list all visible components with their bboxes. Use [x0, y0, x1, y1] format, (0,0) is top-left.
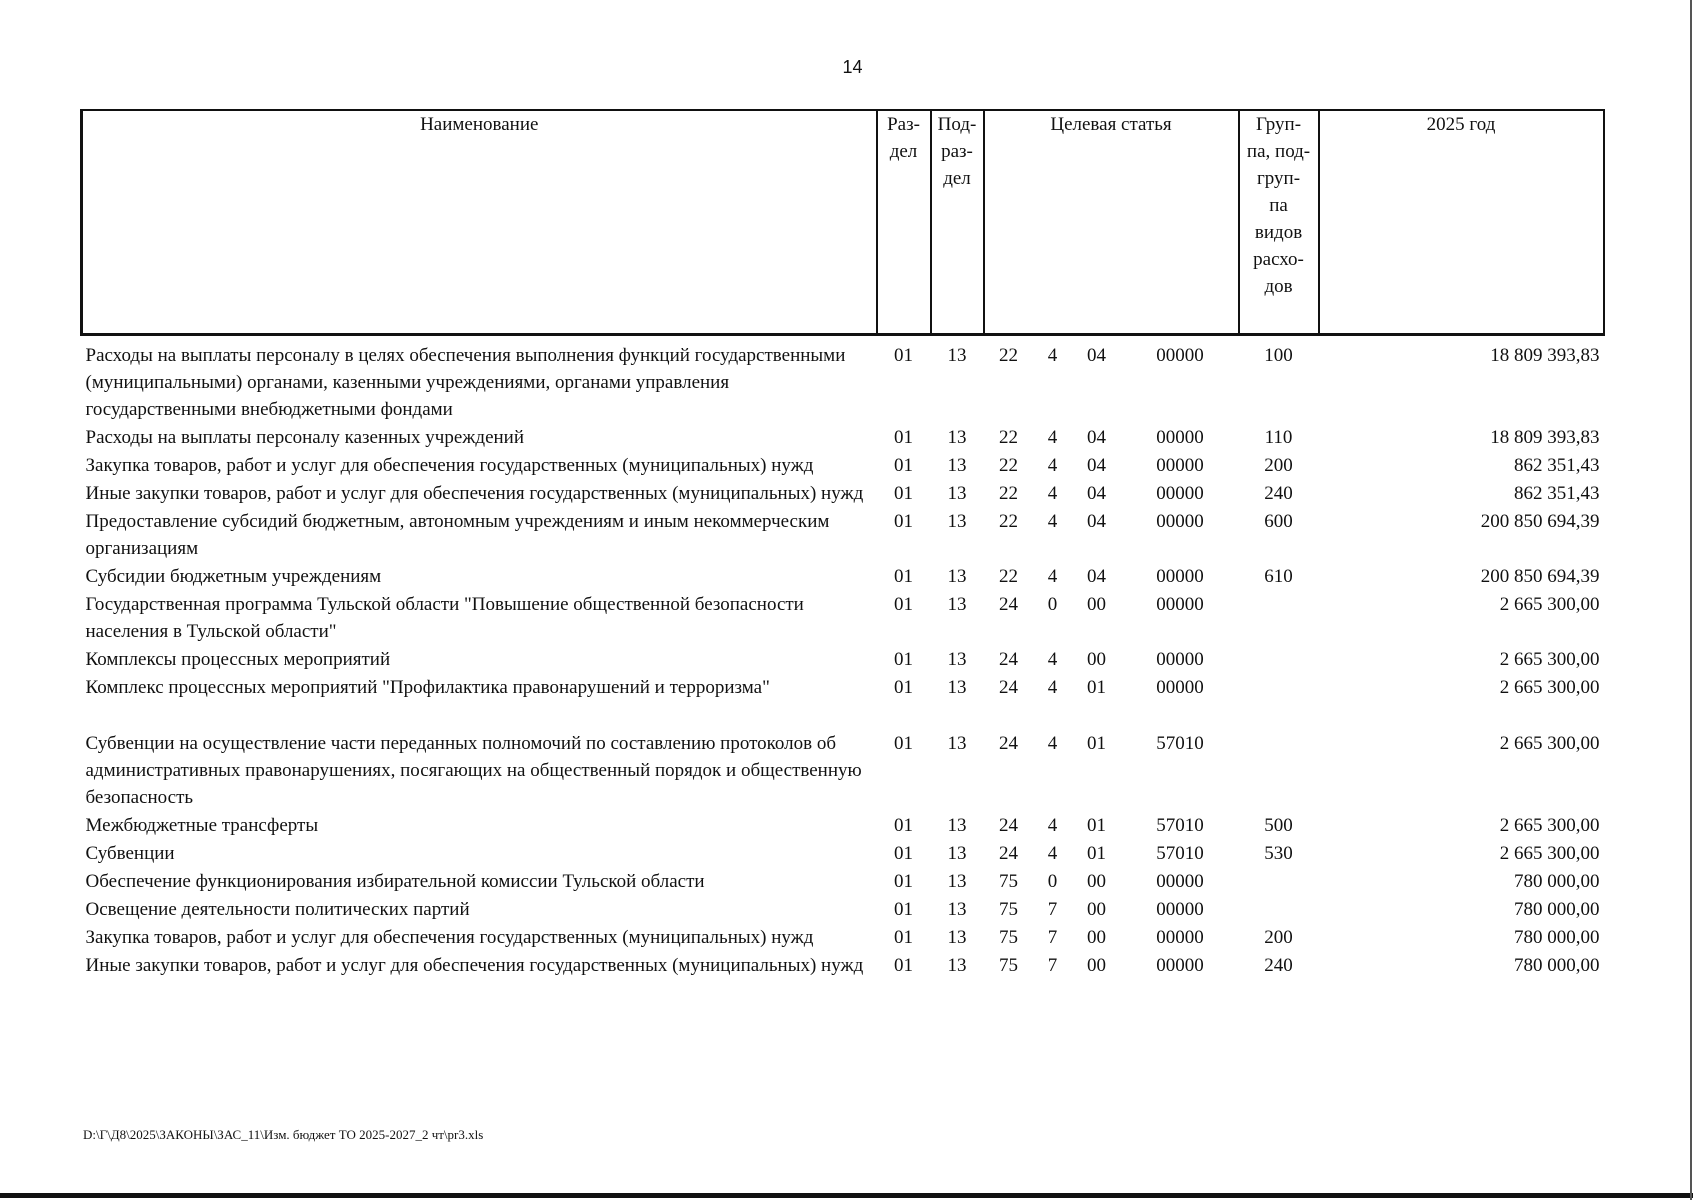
row-target-type: 4 — [1047, 815, 1058, 836]
row-target-direction: 57010 — [1156, 815, 1204, 836]
row-podrazdel: 13 — [947, 955, 967, 976]
row-target-subprogram: 00 — [1087, 955, 1106, 976]
row-target-type: 4 — [1047, 511, 1058, 532]
row-expense-group: 100 — [1264, 345, 1293, 366]
row-name: Субвенции на осуществление части переданных полномочий по составлению протоколов об административных правонарушениях, посягающих на общественный порядок и общественную безопасность — [85, 733, 862, 808]
row-podrazdel: 13 — [947, 677, 967, 698]
row-name: Субвенции — [85, 843, 175, 864]
row-amount: 2 665 300,00 — [1499, 815, 1600, 836]
table-row — [82, 452, 1604, 480]
bottom-rule — [0, 1193, 1693, 1198]
row-target-subprogram: 04 — [1087, 511, 1106, 532]
row-amount: 2 665 300,00 — [1499, 733, 1600, 754]
row-name: Иные закупки товаров, работ и услуг для обеспечения государственных (муниципальных) нужд — [85, 483, 864, 504]
row-podrazdel: 13 — [947, 594, 967, 615]
row-target-type: 7 — [1047, 927, 1058, 948]
row-target-subprogram: 04 — [1087, 345, 1106, 366]
row-podrazdel: 13 — [947, 455, 967, 476]
row-target-subprogram: 01 — [1087, 815, 1106, 836]
file-path: D:\Г\Д8\2025\ЗАКОНЫ\ЗАС_11\Изм. бюджет ТО 2025-2027_2 чт\pr3.xls — [83, 1127, 484, 1142]
row-expense-group — [1239, 591, 1319, 646]
row-podrazdel: 13 — [947, 511, 967, 532]
row-name: Субсидии бюджетным учреждениям — [85, 566, 382, 587]
row-amount: 2 665 300,00 — [1499, 594, 1600, 615]
budget-table — [80, 109, 1605, 980]
row-razdel: 01 — [894, 427, 913, 448]
row-target-direction: 00000 — [1156, 427, 1204, 448]
row-target-subprogram: 04 — [1087, 483, 1106, 504]
row-target-direction: 00000 — [1156, 345, 1204, 366]
row-amount: 200 850 694,39 — [1480, 511, 1600, 532]
row-name: Комплекс процессных мероприятий "Профилактика правонарушений и терроризма" — [85, 677, 770, 698]
header-year-2025: 2025 год — [1319, 110, 1604, 335]
row-expense-group — [1239, 646, 1319, 674]
row-razdel: 01 — [894, 511, 913, 532]
row-target-direction: 57010 — [1156, 843, 1204, 864]
row-target-subprogram: 04 — [1087, 455, 1106, 476]
row-razdel: 01 — [894, 871, 913, 892]
row-target-program: 24 — [999, 594, 1018, 615]
row-expense-group — [1239, 868, 1319, 896]
row-expense-group: 200 — [1264, 927, 1293, 948]
row-podrazdel: 13 — [947, 899, 967, 920]
row-target-type: 7 — [1047, 955, 1058, 976]
row-amount: 862 351,43 — [1514, 483, 1600, 504]
row-amount: 18 809 393,83 — [1490, 427, 1600, 448]
row-expense-group: 110 — [1264, 427, 1293, 448]
row-name: Освещение деятельности политических партий — [85, 899, 470, 920]
row-expense-group — [1239, 674, 1319, 702]
row-podrazdel: 13 — [947, 871, 967, 892]
row-amount: 200 850 694,39 — [1480, 566, 1600, 587]
row-name: Расходы на выплаты персоналу в целях обеспечения выполнения функций государственными (муниципальными) органами, казенными учреждениями, органами управления государственными внебюджетными фондами — [85, 345, 846, 420]
row-target-program: 75 — [999, 871, 1018, 892]
row-target-direction: 00000 — [1156, 566, 1204, 587]
row-razdel: 01 — [894, 594, 913, 615]
row-amount: 2 665 300,00 — [1499, 649, 1600, 670]
table-row — [82, 591, 1604, 646]
scan-edge-line — [1690, 0, 1692, 1200]
row-amount: 780 000,00 — [1514, 899, 1600, 920]
header-name: Наименование — [82, 110, 877, 335]
row-target-type: 4 — [1047, 677, 1058, 698]
row-razdel: 01 — [894, 455, 913, 476]
row-podrazdel: 13 — [947, 345, 967, 366]
row-target-program: 22 — [999, 345, 1018, 366]
row-podrazdel: 13 — [947, 427, 967, 448]
row-name: Закупка товаров, работ и услуг для обеспечения государственных (муниципальных) нужд — [85, 455, 814, 476]
row-target-subprogram: 01 — [1087, 677, 1106, 698]
row-target-type: 4 — [1047, 566, 1058, 587]
row-podrazdel: 13 — [947, 815, 967, 836]
row-target-program: 75 — [999, 955, 1018, 976]
row-target-type: 4 — [1047, 483, 1058, 504]
row-target-subprogram: 00 — [1087, 594, 1106, 615]
row-razdel: 01 — [894, 843, 913, 864]
row-razdel: 01 — [894, 483, 913, 504]
row-name: Комплексы процессных мероприятий — [85, 649, 391, 670]
row-target-subprogram: 04 — [1087, 427, 1106, 448]
row-target-program: 24 — [999, 677, 1018, 698]
row-target-program: 22 — [999, 455, 1018, 476]
row-amount: 862 351,43 — [1514, 455, 1600, 476]
table-row — [82, 335, 1604, 425]
table-body — [82, 335, 1604, 981]
row-target-subprogram: 00 — [1087, 899, 1106, 920]
row-name: Предоставление субсидий бюджетным, автономным учреждениям и иным некоммерческим организациям — [85, 511, 830, 559]
row-target-type: 4 — [1047, 427, 1058, 448]
row-podrazdel: 13 — [947, 649, 967, 670]
row-razdel: 01 — [894, 677, 913, 698]
row-podrazdel: 13 — [947, 733, 967, 754]
row-target-program: 75 — [999, 899, 1018, 920]
row-podrazdel: 13 — [947, 566, 967, 587]
row-target-subprogram: 01 — [1087, 733, 1106, 754]
table-row — [82, 896, 1604, 924]
row-target-direction: 57010 — [1156, 733, 1204, 754]
row-name: Обеспечение функционирования избирательной комиссии Тульской области — [85, 871, 705, 892]
row-amount: 2 665 300,00 — [1499, 843, 1600, 864]
row-target-subprogram: 00 — [1087, 649, 1106, 670]
row-expense-group — [1239, 896, 1319, 924]
row-target-subprogram: 04 — [1087, 566, 1106, 587]
table-row — [82, 868, 1604, 896]
row-target-direction: 00000 — [1156, 455, 1204, 476]
row-target-direction: 00000 — [1156, 594, 1204, 615]
row-target-subprogram: 00 — [1087, 871, 1106, 892]
row-target-direction: 00000 — [1156, 955, 1204, 976]
table-row — [82, 508, 1604, 563]
row-target-program: 24 — [999, 649, 1018, 670]
table-row — [82, 563, 1604, 591]
row-name: Расходы на выплаты персоналу казенных учреждений — [85, 427, 525, 448]
row-target-type: 4 — [1047, 843, 1058, 864]
row-target-direction: 00000 — [1156, 899, 1204, 920]
row-target-type: 4 — [1047, 649, 1058, 670]
row-podrazdel: 13 — [947, 927, 967, 948]
row-expense-group: 240 — [1264, 483, 1293, 504]
row-target-program: 75 — [999, 927, 1018, 948]
row-target-type: 0 — [1047, 871, 1058, 892]
row-razdel: 01 — [894, 733, 913, 754]
row-target-type: 7 — [1047, 899, 1058, 920]
row-amount: 780 000,00 — [1514, 955, 1600, 976]
row-razdel: 01 — [894, 899, 913, 920]
table-row — [82, 674, 1604, 702]
row-podrazdel: 13 — [947, 483, 967, 504]
row-expense-group: 610 — [1264, 566, 1293, 587]
header-target-article: Целевая статья — [984, 110, 1239, 335]
table-header — [82, 110, 1604, 335]
row-target-program: 22 — [999, 427, 1018, 448]
table-row — [82, 646, 1604, 674]
row-target-type: 4 — [1047, 345, 1058, 366]
row-razdel: 01 — [894, 345, 913, 366]
row-target-type: 4 — [1047, 455, 1058, 476]
row-amount: 780 000,00 — [1514, 927, 1600, 948]
row-razdel: 01 — [894, 566, 913, 587]
row-expense-group — [1239, 702, 1319, 812]
row-expense-group: 200 — [1264, 455, 1293, 476]
row-name: Межбюджетные трансферты — [85, 815, 319, 836]
row-amount: 18 809 393,83 — [1490, 345, 1600, 366]
row-target-subprogram: 00 — [1087, 927, 1106, 948]
table-row — [82, 952, 1604, 980]
row-target-program: 22 — [999, 566, 1018, 587]
header-expense-group: Груп- па, под- груп- па видов расхо- дов — [1239, 110, 1319, 335]
row-expense-group: 530 — [1264, 843, 1293, 864]
row-name: Государственная программа Тульской области "Повышение общественной безопасности населения в Тульской области" — [85, 594, 804, 642]
header-razdel: Раз- дел — [877, 110, 931, 335]
table-row — [82, 702, 1604, 812]
row-target-program: 24 — [999, 843, 1018, 864]
table-row — [82, 424, 1604, 452]
row-name: Закупка товаров, работ и услуг для обеспечения государственных (муниципальных) нужд — [85, 927, 814, 948]
header-podrazdel: Под- раз- дел — [931, 110, 984, 335]
row-name: Иные закупки товаров, работ и услуг для обеспечения государственных (муниципальных) нужд — [85, 955, 864, 976]
row-target-direction: 00000 — [1156, 677, 1204, 698]
row-target-direction: 00000 — [1156, 483, 1204, 504]
table-row — [82, 480, 1604, 508]
table-row — [82, 840, 1604, 868]
row-expense-group: 600 — [1264, 511, 1293, 532]
row-target-direction: 00000 — [1156, 927, 1204, 948]
table-row — [82, 924, 1604, 952]
row-target-type: 4 — [1047, 733, 1058, 754]
row-target-program: 24 — [999, 733, 1018, 754]
row-expense-group: 240 — [1264, 955, 1293, 976]
row-target-program: 22 — [999, 483, 1018, 504]
table-row — [82, 812, 1604, 840]
row-amount: 780 000,00 — [1514, 871, 1600, 892]
row-target-program: 24 — [999, 815, 1018, 836]
row-razdel: 01 — [894, 815, 913, 836]
row-razdel: 01 — [894, 649, 913, 670]
row-target-subprogram: 01 — [1087, 843, 1106, 864]
row-target-type: 0 — [1047, 594, 1058, 615]
row-target-direction: 00000 — [1156, 649, 1204, 670]
row-target-direction: 00000 — [1156, 871, 1204, 892]
row-expense-group: 500 — [1264, 815, 1293, 836]
row-target-program: 22 — [999, 511, 1018, 532]
row-amount: 2 665 300,00 — [1499, 677, 1600, 698]
row-target-direction: 00000 — [1156, 511, 1204, 532]
row-razdel: 01 — [894, 955, 913, 976]
row-podrazdel: 13 — [947, 843, 967, 864]
row-razdel: 01 — [894, 927, 913, 948]
page-number: 14 — [842, 57, 863, 77]
